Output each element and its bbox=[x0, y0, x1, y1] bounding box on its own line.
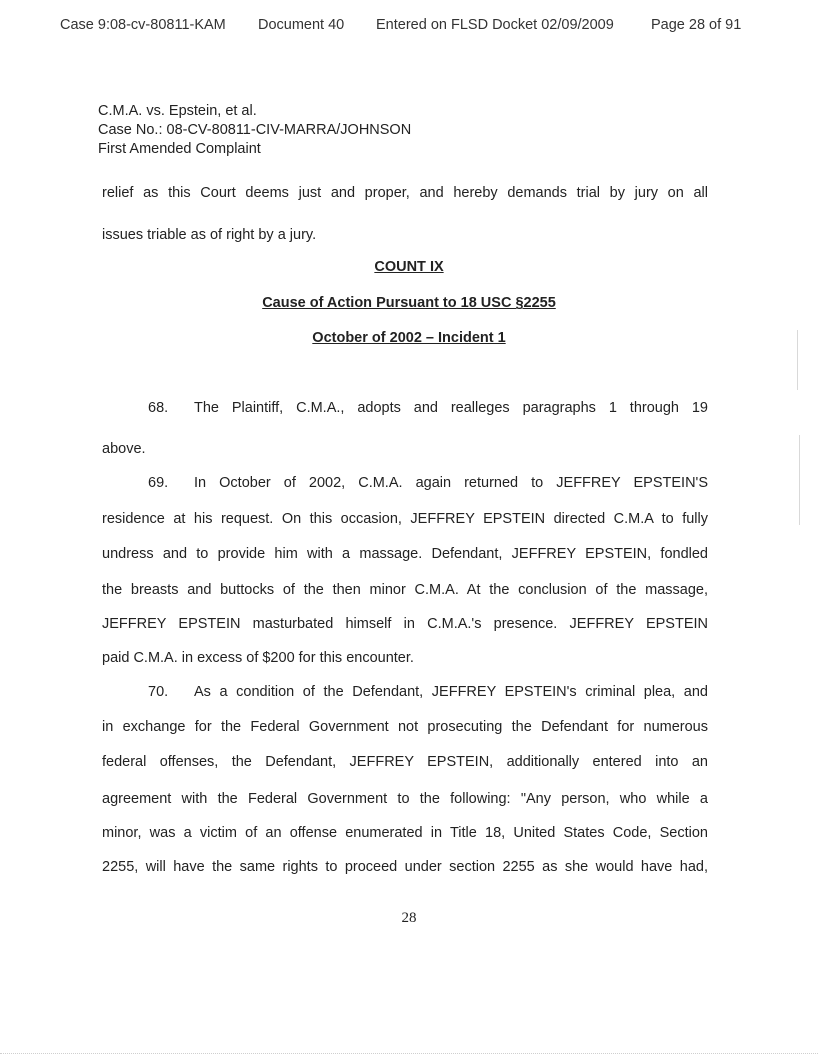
paragraph-first-line: As a condition of the Defendant, JEFFREY EPSTEIN's criminal plea, and bbox=[194, 684, 708, 700]
paragraph-line: residence at his request. On this occasion, JEFFREY EPSTEIN directed C.M.A to fully bbox=[102, 511, 708, 527]
incident-heading: October of 2002 – Incident 1 bbox=[312, 330, 506, 346]
header-page-count: Page 28 of 91 bbox=[651, 17, 742, 33]
paragraph-68 bbox=[102, 400, 708, 460]
paragraph-line: in exchange for the Federal Government not prosecuting the Defendant for numerous bbox=[102, 719, 708, 735]
paragraph-number: 70. bbox=[148, 684, 169, 700]
paragraph-line: paid C.M.A. in excess of $200 for this encounter. bbox=[102, 650, 414, 666]
cause-heading: Cause of Action Pursuant to 18 USC §2255 bbox=[262, 295, 556, 311]
paragraph-first-line: In October of 2002, C.M.A. again returned to JEFFREY EPSTEIN'S bbox=[194, 475, 708, 491]
caption-document-title: First Amended Complaint bbox=[98, 141, 261, 157]
paragraph-line: JEFFREY EPSTEIN masturbated himself in C.M.A.'s presence. JEFFREY EPSTEIN bbox=[102, 616, 708, 632]
header-entered-date: Entered on FLSD Docket 02/09/2009 bbox=[376, 17, 614, 33]
caption-parties: C.M.A. vs. Epstein, et al. bbox=[98, 103, 257, 119]
paragraph-69 bbox=[102, 475, 708, 665]
header-case-number: Case 9:08-cv-80811-KAM bbox=[60, 17, 226, 33]
header-document-number: Document 40 bbox=[258, 17, 345, 33]
paragraph-first-line: The Plaintiff, C.M.A., adopts and realleges paragraphs 1 through 19 bbox=[194, 400, 708, 416]
paragraph-line: 2255, will have the same rights to proceed under section 2255 as she would have had, bbox=[102, 859, 708, 875]
paragraph-line: the breasts and buttocks of the then minor C.M.A. At the conclusion of the massage, bbox=[102, 582, 708, 598]
paragraph-line: above. bbox=[102, 441, 146, 457]
paragraph-line: minor, was a victim of an offense enumerated in Title 18, United States Code, Section bbox=[102, 825, 708, 841]
docket-header bbox=[60, 17, 760, 39]
scan-margin-artifact bbox=[797, 330, 798, 390]
intro-line: issues triable as of right by a jury. bbox=[102, 227, 317, 243]
page-number: 28 bbox=[401, 910, 417, 926]
paragraph-line: undress and to provide him with a massage. Defendant, JEFFREY EPSTEIN, fondled bbox=[102, 546, 708, 562]
caption-case-number: Case No.: 08-CV-80811-CIV-MARRA/JOHNSON bbox=[98, 122, 412, 138]
paragraph-line: agreement with the Federal Government to the following: "Any person, who while a bbox=[102, 791, 708, 807]
count-heading: COUNT IX bbox=[374, 259, 444, 275]
scan-bottom-edge bbox=[0, 1053, 818, 1054]
scan-margin-artifact bbox=[799, 435, 800, 525]
paragraph-70 bbox=[102, 684, 708, 874]
case-caption bbox=[98, 102, 411, 159]
intro-line: relief as this Court deems just and proper, and hereby demands trial by jury on all bbox=[102, 185, 708, 201]
paragraph-number: 69. bbox=[148, 475, 169, 491]
paragraph-number: 68. bbox=[148, 400, 169, 416]
paragraph-line: federal offenses, the Defendant, JEFFREY EPSTEIN, additionally entered into an bbox=[102, 754, 708, 770]
